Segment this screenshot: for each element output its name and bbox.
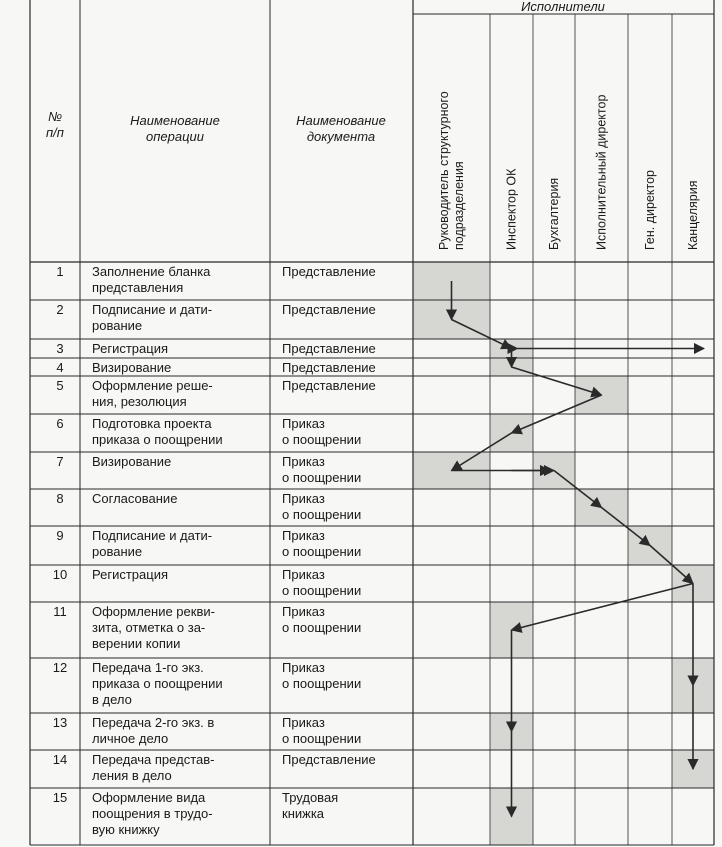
row-document: Представление [282,341,376,356]
row-operation: Передача 1-го экз. [92,660,204,675]
performer-label: Канцелярия [686,180,700,250]
flow-arrow [512,584,694,631]
header-performers: Исполнители [521,0,605,14]
header-operation: операции [146,129,204,144]
row-document: Приказ [282,528,325,543]
performer-label: подразделения [452,161,466,250]
row-document: Трудовая [282,790,339,805]
header-operation: Наименование [130,113,220,128]
row-document: Приказ [282,491,325,506]
row-operation: Заполнение бланка [92,264,211,279]
row-number: 4 [56,360,64,375]
row-document: Представление [282,302,376,317]
row-operation: Оформление рекви- [92,604,215,619]
row-operation: верении копии [92,636,181,651]
performer-label: Руководитель структурного [437,91,451,250]
row-document: Представление [282,360,376,375]
row-number: 3 [56,341,64,356]
row-document: о поощрении [282,544,362,559]
header-document: документа [306,129,376,144]
row-document: Представление [282,378,376,393]
row-document: Приказ [282,715,325,730]
row-operation: Регистрация [92,567,168,582]
row-document: Приказ [282,660,325,675]
row-document: Представление [282,752,376,767]
row-document: Приказ [282,454,325,469]
row-document: Приказ [282,416,325,431]
row-document: о поощрении [282,676,362,691]
row-number: 15 [52,790,68,805]
row-operation: вую книжку [92,822,160,837]
row-operation: личное дело [92,731,169,746]
row-number: 14 [52,752,68,767]
row-operation: зита, отметка о за- [92,620,206,635]
row-operation: в дело [92,692,132,707]
row-document: Приказ [282,567,325,582]
header-no: № [47,109,63,124]
row-operation: приказа о поощрении [92,676,223,691]
row-operation: Передача 2-го экз. в [92,715,215,730]
row-document: Представление [282,264,376,279]
row-operation: рование [92,318,143,333]
row-number: 10 [52,567,68,582]
performer-label: Инспектор ОК [504,168,519,250]
row-document: Приказ [282,604,325,619]
row-number: 13 [52,715,68,730]
row-document: о поощрении [282,620,362,635]
row-operation: рование [92,544,143,559]
row-operation: Визирование [92,454,172,469]
row-operation: ления в дело [92,768,172,783]
row-number: 2 [56,302,64,317]
header-document: Наименование [296,113,386,128]
row-document: о поощрении [282,432,362,447]
row-document: о поощрении [282,583,362,598]
row-operation: Регистрация [92,341,168,356]
row-operation: Подготовка проекта [92,416,212,431]
row-document: о поощрении [282,470,362,485]
row-operation: Визирование [92,360,172,375]
performer-label: Бухгалтерия [547,177,561,250]
row-operation: поощрения в трудо- [92,806,213,821]
row-number: 5 [56,378,64,393]
row-document: о поощрении [282,507,362,522]
row-number: 8 [56,491,64,506]
row-number: 7 [56,454,64,469]
row-operation: Подписание и дати- [92,528,213,543]
row-operation: Передача представ- [92,752,215,767]
row-operation: Подписание и дати- [92,302,213,317]
row-number: 6 [56,416,64,431]
performer-label: Исполнительный директор [594,94,609,250]
row-number: 1 [56,264,64,279]
performer-label: Ген. директор [643,169,657,250]
row-document: о поощрении [282,731,362,746]
row-operation: Оформление вида [92,790,206,805]
row-operation: Оформление реше- [92,378,213,393]
row-number: 9 [56,528,64,543]
row-number: 11 [53,604,67,619]
row-operation: ния, резолюция [92,394,187,409]
row-operation: Согласование [92,491,178,506]
header-no: п/п [46,125,64,140]
row-operation: представления [92,280,184,295]
row-operation: приказа о поощрении [92,432,223,447]
row-number: 12 [52,660,68,675]
row-document: книжка [282,806,325,821]
